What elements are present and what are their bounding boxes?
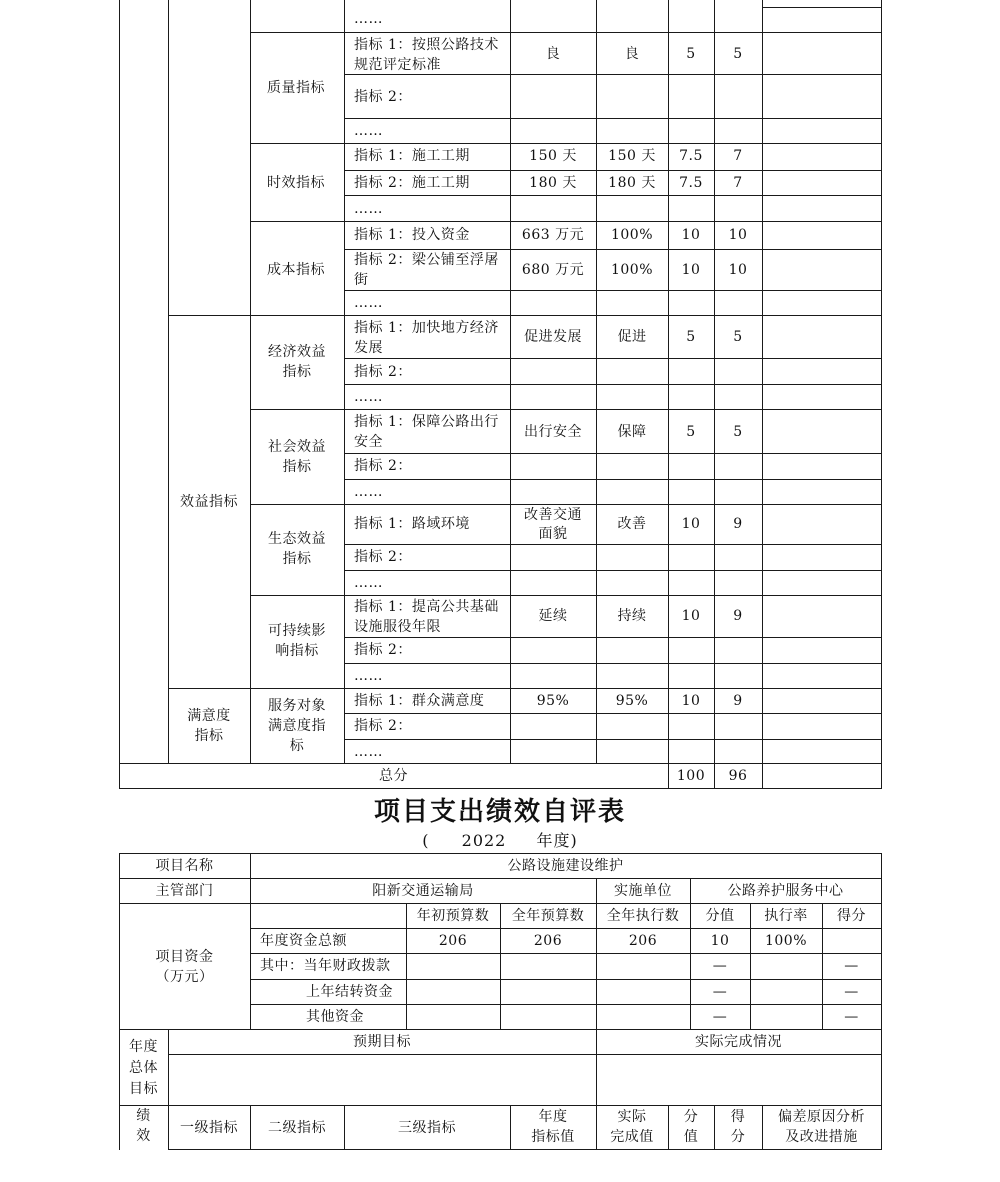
- social-r1-target: 出行安全: [524, 424, 582, 440]
- year-label: 年度): [536, 831, 578, 850]
- header-target-line1: 年度: [538, 1109, 568, 1125]
- perf-label-line2: 效: [136, 1128, 151, 1144]
- goal-actual-header: 实际完成情况: [695, 1034, 782, 1050]
- eco-r2-name: 指标 2：: [354, 549, 412, 565]
- sustain-r1-got: 9: [733, 608, 743, 624]
- impl-label: 实施单位: [614, 883, 672, 899]
- timeliness-r2-got: 7: [733, 175, 743, 191]
- economic-r1-got: 5: [733, 329, 743, 345]
- service-r2-name: 指标 2：: [354, 718, 412, 734]
- funds-fiscal-score: —: [712, 958, 728, 974]
- funds-total-annual: 206: [533, 933, 563, 949]
- timeliness-r2-target: 180 天: [529, 175, 577, 191]
- header-got-line2: 分: [730, 1129, 746, 1145]
- economic-label-line1: 经济效益: [268, 344, 326, 360]
- dots-cell: ……: [354, 123, 383, 139]
- eco-r1-target-line2: 面貌: [538, 526, 568, 542]
- project-name-label: 项目名称: [155, 858, 214, 874]
- col-executed: 全年执行数: [606, 908, 680, 924]
- service-r1-got: 9: [733, 693, 743, 709]
- sustain-r1-name-line2: 设施服役年限: [354, 619, 441, 635]
- timeliness-r2-score: 7.5: [679, 175, 703, 191]
- eco-r1-score: 10: [681, 516, 701, 532]
- funds-fiscal-got: —: [844, 958, 859, 974]
- economic-r2-name: 指标 2：: [354, 364, 412, 380]
- eco-r1-got: 9: [733, 516, 743, 532]
- funds-other-score: —: [712, 1009, 728, 1025]
- quality-r1-target: 良: [545, 46, 561, 62]
- total-got: 96: [728, 768, 748, 784]
- timeliness-r1-name: 指标 1：施工工期: [354, 148, 470, 164]
- dots-cell: ……: [354, 11, 383, 27]
- timeliness-indicator-label: 时效指标: [267, 175, 325, 191]
- eco-label-line2: 指标: [282, 551, 312, 567]
- dots-cell: ……: [354, 575, 383, 591]
- economic-r1-actual: 促进: [617, 329, 647, 345]
- col-annual-budget: 全年预算数: [511, 908, 585, 924]
- funds-total-executed: 206: [628, 933, 658, 949]
- timeliness-r2-name: 指标 2：施工工期: [354, 175, 470, 191]
- funds-total-label: 年度资金总额: [260, 933, 347, 949]
- funds-other-label: 其他资金: [306, 1009, 364, 1025]
- cost-r1-target: 663 万元: [521, 227, 585, 243]
- header-level1: 一级指标: [180, 1120, 238, 1136]
- header-got-line1: 得: [730, 1109, 746, 1125]
- cost-r2-name-line1: 指标 2：梁公铺至浮屠: [354, 252, 499, 268]
- social-r1-got: 5: [733, 424, 743, 440]
- sustain-r1-actual: 持续: [617, 608, 647, 624]
- quality-r2-name: 指标 2：: [354, 89, 412, 105]
- header-score-line1: 分: [683, 1109, 699, 1125]
- quality-r1-name-line2: 规范评定标准: [354, 57, 441, 73]
- header-reason-line2: 及改进措施: [785, 1129, 858, 1145]
- sustain-r1-name-line1: 指标 1：提高公共基础: [354, 599, 499, 615]
- quality-r1-name-line1: 指标 1：按照公路技术: [354, 37, 499, 53]
- cost-r2-target: 680 万元: [521, 262, 585, 278]
- timeliness-r1-score: 7.5: [679, 148, 703, 164]
- cost-r2-got: 10: [728, 262, 748, 278]
- timeliness-r1-target: 150 天: [529, 148, 577, 164]
- funds-total-rate: 100%: [764, 933, 808, 949]
- quality-indicator-label: 质量指标: [267, 80, 325, 96]
- social-label-line2: 指标: [282, 459, 312, 475]
- quality-r1-got: 5: [733, 46, 743, 62]
- economic-r1-target: 促进发展: [524, 329, 582, 345]
- cost-r1-actual: 100%: [610, 227, 654, 243]
- goal-label-line2: 总体: [129, 1060, 158, 1076]
- total-label: 总分: [379, 768, 408, 784]
- goal-label-line3: 目标: [129, 1081, 158, 1097]
- cost-r2-name-line2: 街: [354, 272, 369, 288]
- satisfaction-label-line2: 指标: [194, 728, 224, 744]
- total-score: 100: [676, 768, 706, 784]
- header-target-line2: 指标值: [531, 1129, 575, 1145]
- funds-fiscal-label: 其中：当年财政拨款: [260, 958, 391, 974]
- economic-r1-name-line2: 发展: [354, 340, 383, 356]
- eco-r1-name: 指标 1：路域环境: [354, 516, 470, 532]
- cost-r2-score: 10: [681, 262, 701, 278]
- funds-carry-score: —: [712, 984, 728, 1000]
- timeliness-r1-got: 7: [733, 148, 743, 164]
- project-name-value: 公路设施建设维护: [507, 858, 624, 874]
- sustain-r1-score: 10: [681, 608, 701, 624]
- cost-r2-actual: 100%: [610, 262, 654, 278]
- service-r1-score: 10: [681, 693, 701, 709]
- social-r1-name-line2: 安全: [354, 434, 383, 450]
- form-year: [0, 828, 1000, 851]
- sustain-label-line1: 可持续影: [268, 623, 326, 639]
- social-label-line1: 社会效益: [268, 439, 326, 455]
- quality-r1-actual: 良: [624, 46, 640, 62]
- cost-indicator-label: 成本指标: [267, 262, 325, 278]
- satisfaction-label-line1: 满意度: [187, 708, 231, 724]
- col-got: 得分: [837, 908, 866, 924]
- economic-label-line2: 指标: [282, 364, 312, 380]
- timeliness-r1-actual: 150 天: [608, 148, 656, 164]
- service-label-line3: 标: [289, 738, 305, 754]
- perf-label-line1: 绩: [136, 1108, 151, 1124]
- timeliness-r2-actual: 180 天: [608, 175, 656, 191]
- cost-r1-score: 10: [681, 227, 701, 243]
- dots-cell: ……: [354, 389, 383, 405]
- service-r1-name: 指标 1：群众满意度: [354, 693, 485, 709]
- funds-label-line1: 项目资金: [155, 949, 214, 965]
- goal-label-line1: 年度: [129, 1039, 158, 1055]
- goal-expected-header: 预期目标: [353, 1034, 411, 1050]
- funds-other-got: —: [844, 1009, 859, 1025]
- sustain-r1-target: 延续: [538, 608, 568, 624]
- sustain-label-line2: 响指标: [275, 643, 319, 659]
- funds-carry-label: 上年结转资金: [306, 984, 393, 1000]
- dots-cell: ……: [354, 484, 383, 500]
- economic-r1-score: 5: [686, 329, 696, 345]
- form-title: 项目支出绩效自评表: [373, 797, 626, 827]
- sustain-r2-name: 指标 2：: [354, 642, 412, 658]
- funds-total-initial: 206: [438, 933, 468, 949]
- dots-cell: ……: [354, 744, 383, 760]
- economic-r1-name-line1: 指标 1：加快地方经济: [354, 320, 499, 336]
- header-actual-line2: 完成值: [610, 1129, 654, 1145]
- cost-r1-got: 10: [728, 227, 748, 243]
- header-reason-line1: 偏差原因分析: [778, 1109, 865, 1125]
- eco-label-line1: 生态效益: [268, 531, 326, 547]
- col-score: 分值: [705, 908, 735, 924]
- header-level2: 二级指标: [268, 1120, 326, 1136]
- funds-carry-got: —: [844, 984, 859, 1000]
- benefit-indicator-label: 效益指标: [180, 494, 238, 510]
- service-label-line2: 满意度指: [268, 718, 326, 734]
- eco-r1-actual: 改善: [617, 516, 647, 532]
- funds-total-score: 10: [710, 933, 730, 949]
- col-rate: 执行率: [764, 908, 808, 924]
- service-r1-actual: 95%: [615, 693, 649, 709]
- dept-value: 阳新交通运输局: [372, 883, 474, 899]
- dept-label: 主管部门: [155, 883, 214, 899]
- funds-label-line2: （万元）: [155, 969, 214, 985]
- dots-cell: ……: [354, 668, 383, 684]
- cost-r1-name: 指标 1：投入资金: [354, 227, 470, 243]
- col-initial-budget: 年初预算数: [416, 908, 490, 924]
- service-label-line1: 服务对象: [268, 698, 326, 714]
- dots-cell: ……: [354, 201, 383, 217]
- social-r1-actual: 保障: [617, 424, 647, 440]
- header-score-line2: 值: [683, 1129, 699, 1145]
- header-actual-line1: 实际: [617, 1109, 647, 1125]
- social-r2-name: 指标 2：: [354, 458, 412, 474]
- social-r1-score: 5: [686, 424, 696, 440]
- service-r1-target: 95%: [536, 693, 570, 709]
- eco-r1-target-line1: 改善交通: [524, 507, 582, 523]
- quality-r1-score: 5: [686, 46, 696, 62]
- impl-value: 公路养护服务中心: [727, 883, 844, 899]
- year-open-paren: (: [422, 831, 430, 850]
- dots-cell: ……: [354, 295, 383, 311]
- social-r1-name-line1: 指标 1：保障公路出行: [354, 414, 499, 430]
- header-level3: 三级指标: [398, 1120, 456, 1136]
- year-value: 2022: [461, 831, 507, 850]
